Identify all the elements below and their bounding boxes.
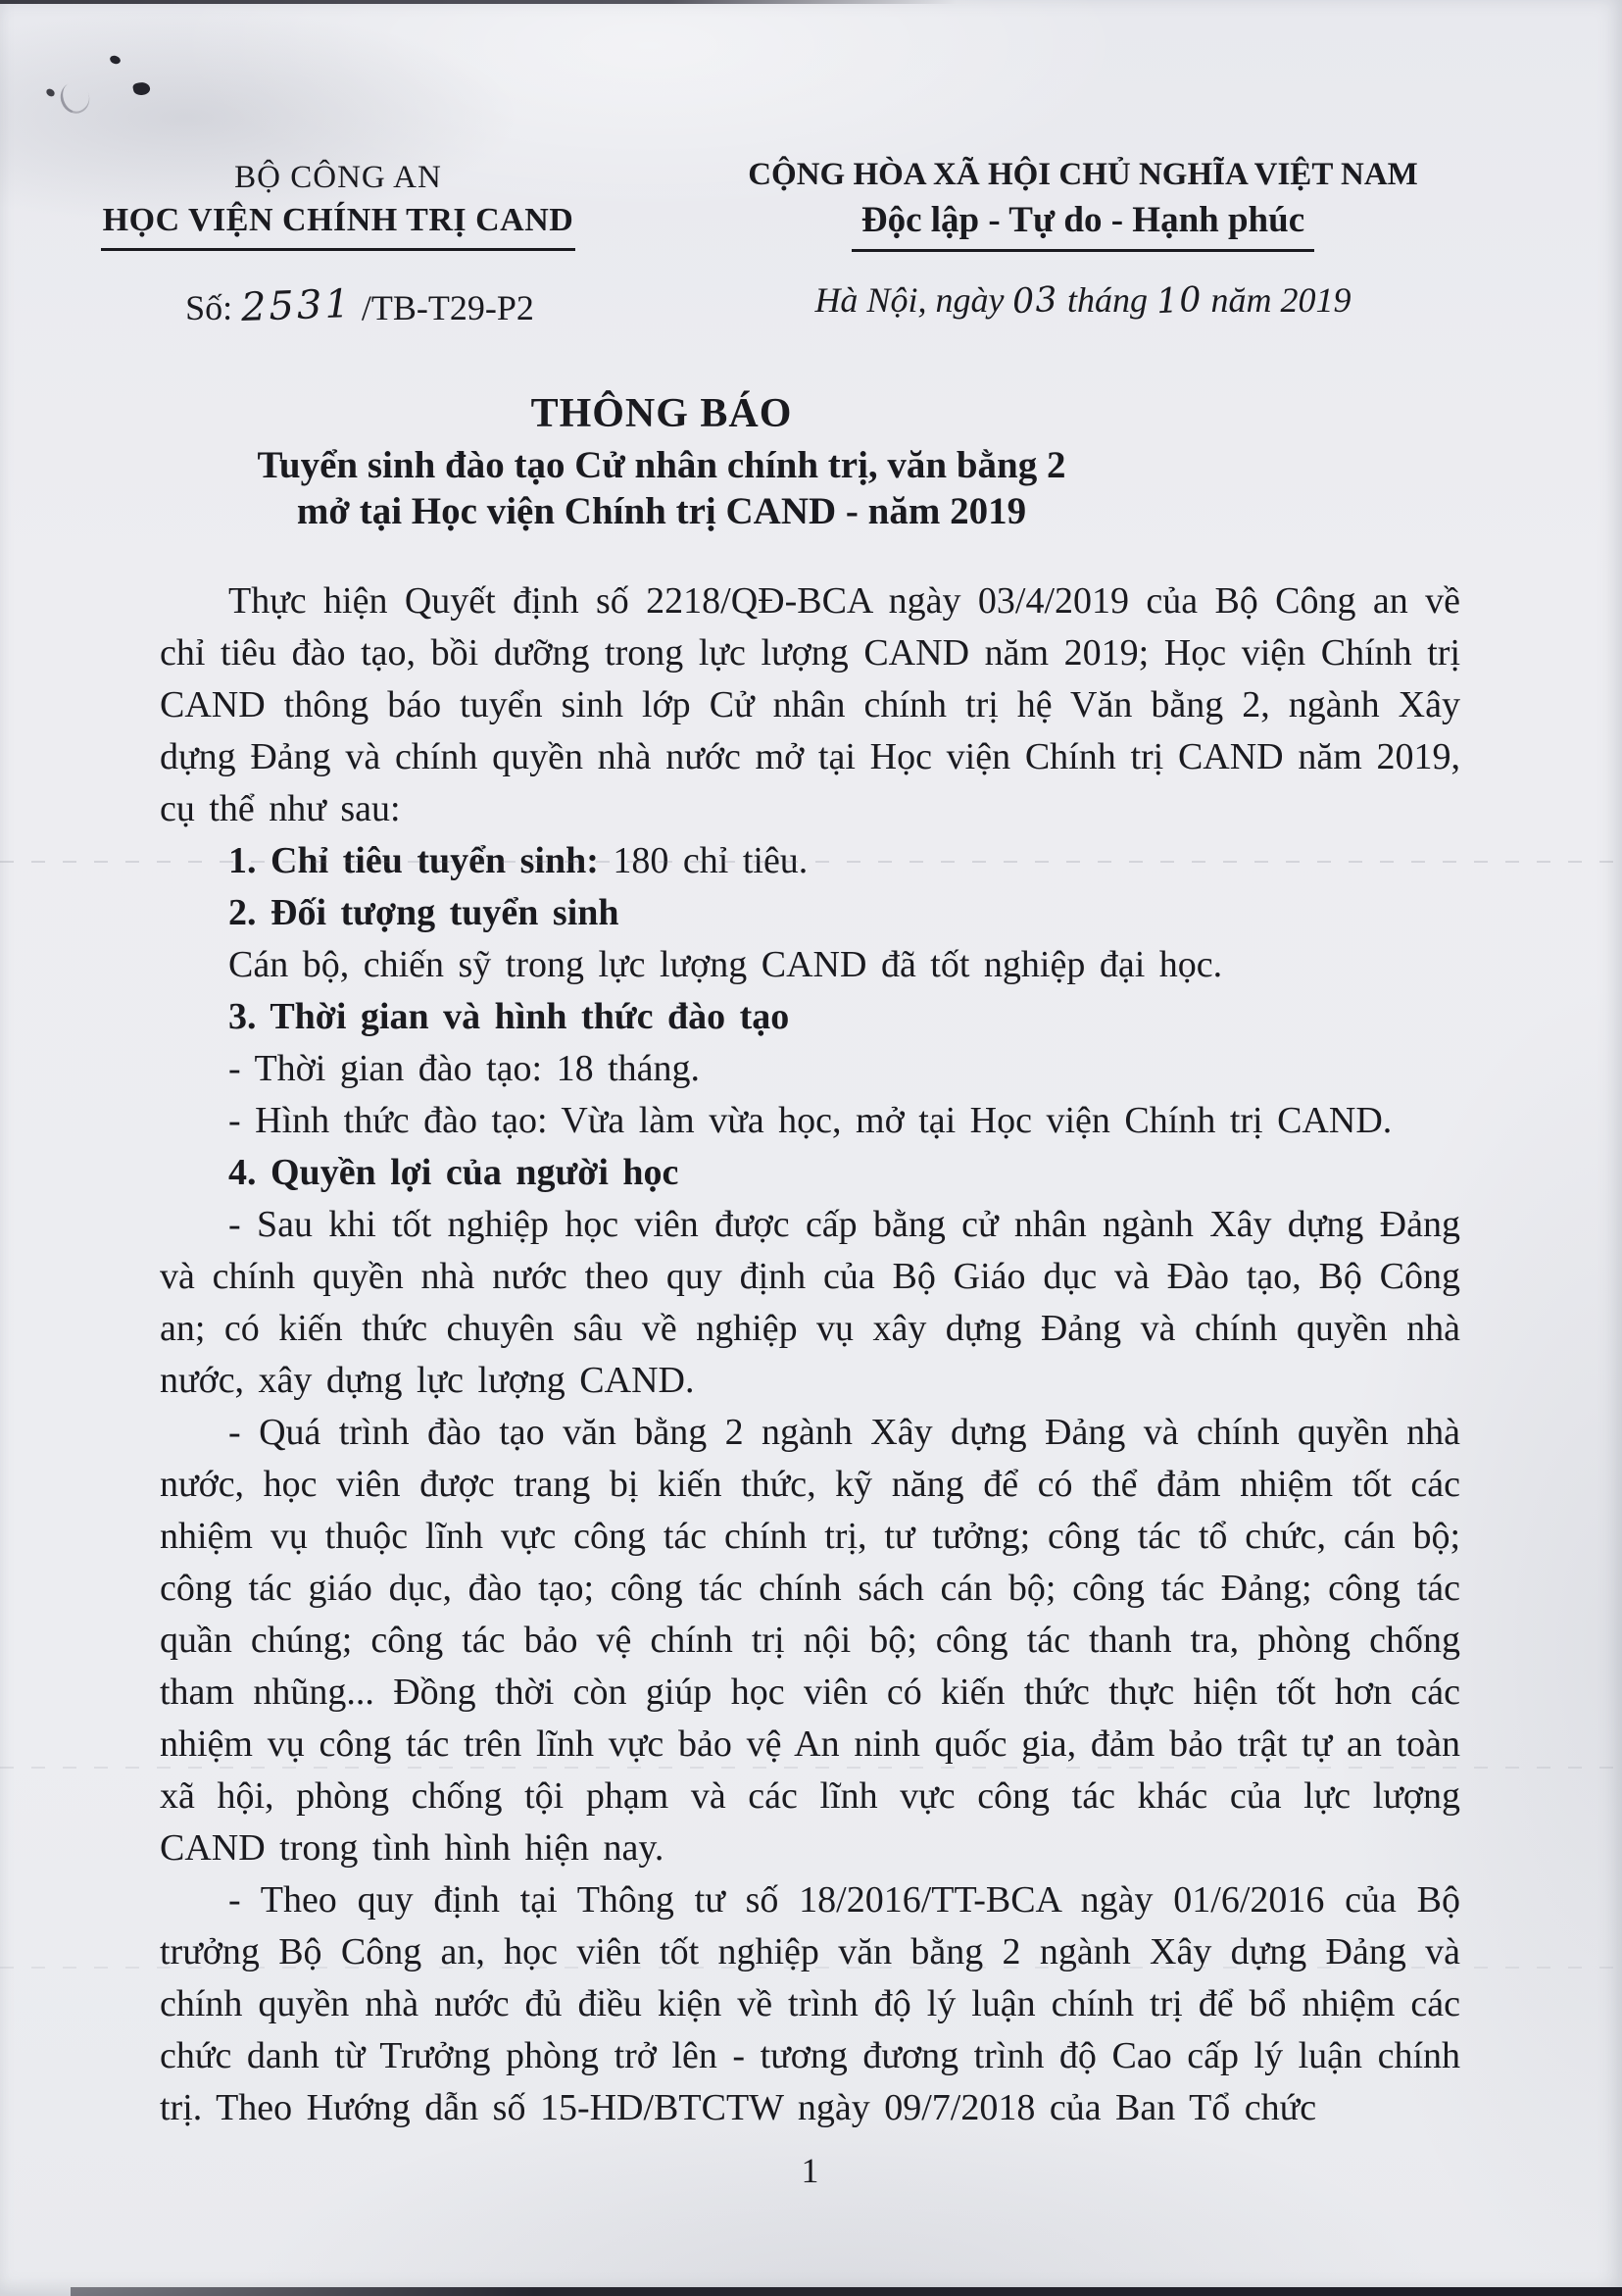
agency-name-underlined: HỌC VIỆN CHÍNH TRỊ CAND bbox=[101, 198, 576, 251]
section-4-heading: 4. Quyền lợi của người học bbox=[228, 1152, 679, 1193]
section-3-item-duration: - Thời gian đào tạo: 18 tháng. bbox=[228, 1048, 701, 1089]
paper-crease bbox=[0, 861, 1622, 863]
section-3-item-format: - Hình thức đào tạo: Vừa làm vừa học, mở tại Học viện Chính trị CAND. bbox=[228, 1100, 1393, 1141]
document-body bbox=[160, 575, 1460, 2134]
motto-row bbox=[720, 196, 1446, 252]
section-4-paragraph-1: - Sau khi tốt nghiệp học viên được cấp bằng cử nhân ngành Xây dựng Đảng và chính quyền nhà nước theo quy định của Bộ Giáo dục và Đào tạo, Bộ Công an; có kiến thức chuyên sâu về nghiệp vụ xây dựng Đảng và chính quyền nhà nước, xây dựng lực lượng CAND. bbox=[160, 1204, 1460, 1401]
document-title-block bbox=[0, 390, 1323, 534]
section-3-heading: 3. Thời gian và hình thức đào tạo bbox=[228, 996, 790, 1037]
section-1-heading: 1. Chỉ tiêu tuyển sinh: bbox=[228, 840, 599, 881]
date-mid: tháng bbox=[1057, 280, 1156, 320]
parent-agency-name: BỘ CÔNG AN bbox=[234, 160, 442, 195]
issuing-agency-block bbox=[83, 157, 593, 329]
agency-name-row bbox=[83, 198, 593, 251]
document-number-suffix: /TB-T29-P2 bbox=[352, 288, 534, 327]
section-4-paragraph-2: - Quá trình đào tạo văn bằng 2 ngành Xây dựng Đảng và chính quyền nhà nước, học viên được trang bị kiến thức, kỹ năng để có thể đảm nhiệm tốt các nhiệm vụ thuộc lĩnh vực công tác chính trị, tư tưởng; công tác tổ chức, cán bộ; công tác giáo dục, đào tạo; công tác chính sách cán bộ; công tác Đảng; công tác quần chúng; công tác bảo vệ chính trị nội bộ; công tác thanh tra, phòng chống tham nhũng... Đồng thời còn giúp học viên có kiến thức thực hiện tốt hơn các nhiệm vụ công tác trên lĩnh vực bảo vệ An ninh quốc gia, đảm bảo trật tự an toàn xã hội, phòng chống tội phạm và các lĩnh vực công tác khác của lực lượng CAND trong tình hình hiện nay. bbox=[160, 1412, 1460, 1869]
national-motto-underlined: Độc lập - Tự do - Hạnh phúc bbox=[852, 198, 1314, 252]
section-2-heading: 2. Đối tượng tuyển sinh bbox=[228, 892, 619, 933]
date-prefix: Hà Nội, ngày bbox=[814, 280, 1013, 320]
document-subtitle-line2: mở tại Học viện Chính trị CAND - năm 2019 bbox=[296, 490, 1027, 532]
document-number-handwritten: 2531 bbox=[240, 281, 354, 330]
document-title: THÔNG BÁO bbox=[530, 391, 793, 436]
date-month-handwritten: 10 bbox=[1155, 279, 1204, 323]
document-header bbox=[0, 0, 1622, 390]
document-subtitle-line1: Tuyển sinh đào tạo Cử nhân chính trị, văn bằng 2 bbox=[257, 444, 1066, 486]
paper-crease bbox=[0, 1767, 1622, 1769]
paper-crease bbox=[0, 1967, 1622, 1969]
document-number-label: Số: bbox=[185, 288, 242, 327]
date-day-handwritten: 03 bbox=[1011, 279, 1059, 323]
date-suffix: năm 2019 bbox=[1202, 280, 1352, 320]
section-1-value: 180 chỉ tiêu. bbox=[598, 840, 809, 881]
document-number-line bbox=[83, 281, 593, 330]
intro-paragraph: Thực hiện Quyết định số 2218/QĐ-BCA ngày 03/4/2019 của Bộ Công an về chỉ tiêu đào tạo, bồi dưỡng trong lực lượng CAND năm 2019; Học viện Chính trị CAND thông báo tuyển sinh lớp Cử nhân chính trị hệ Văn bằng 2, ngành Xây dựng Đảng và chính quyền nhà nước mở tại Học viện Chính trị CAND năm 2019, cụ thể như sau: bbox=[160, 580, 1460, 829]
section-2-text: Cán bộ, chiến sỹ trong lực lượng CAND đã tốt nghiệp đại học. bbox=[228, 944, 1223, 985]
place-date-line bbox=[720, 279, 1446, 321]
scan-edge-bottom bbox=[71, 2287, 1622, 2296]
section-4-paragraph-3: - Theo quy định tại Thông tư số 18/2016/TT-BCA ngày 01/6/2016 của Bộ trưởng Bộ Công an, học viên tốt nghiệp văn bằng 2 ngành Xây dựng Đảng và chính quyền nhà nước đủ điều kiện về trình độ lý luận chính trị để bổ nhiệm các chức danh từ Trưởng phòng trở lên - tương đương trình độ Cao cấp lý luận chính trị. Theo Hướng dẫn số 15-HD/BTCTW ngày 09/7/2018 của Ban Tổ chức bbox=[160, 1879, 1460, 2128]
national-title: CỘNG HÒA XÃ HỘI CHỦ NGHĨA VIỆT NAM bbox=[748, 157, 1418, 192]
page-number: 1 bbox=[801, 2151, 819, 2190]
national-header-block bbox=[720, 153, 1446, 321]
